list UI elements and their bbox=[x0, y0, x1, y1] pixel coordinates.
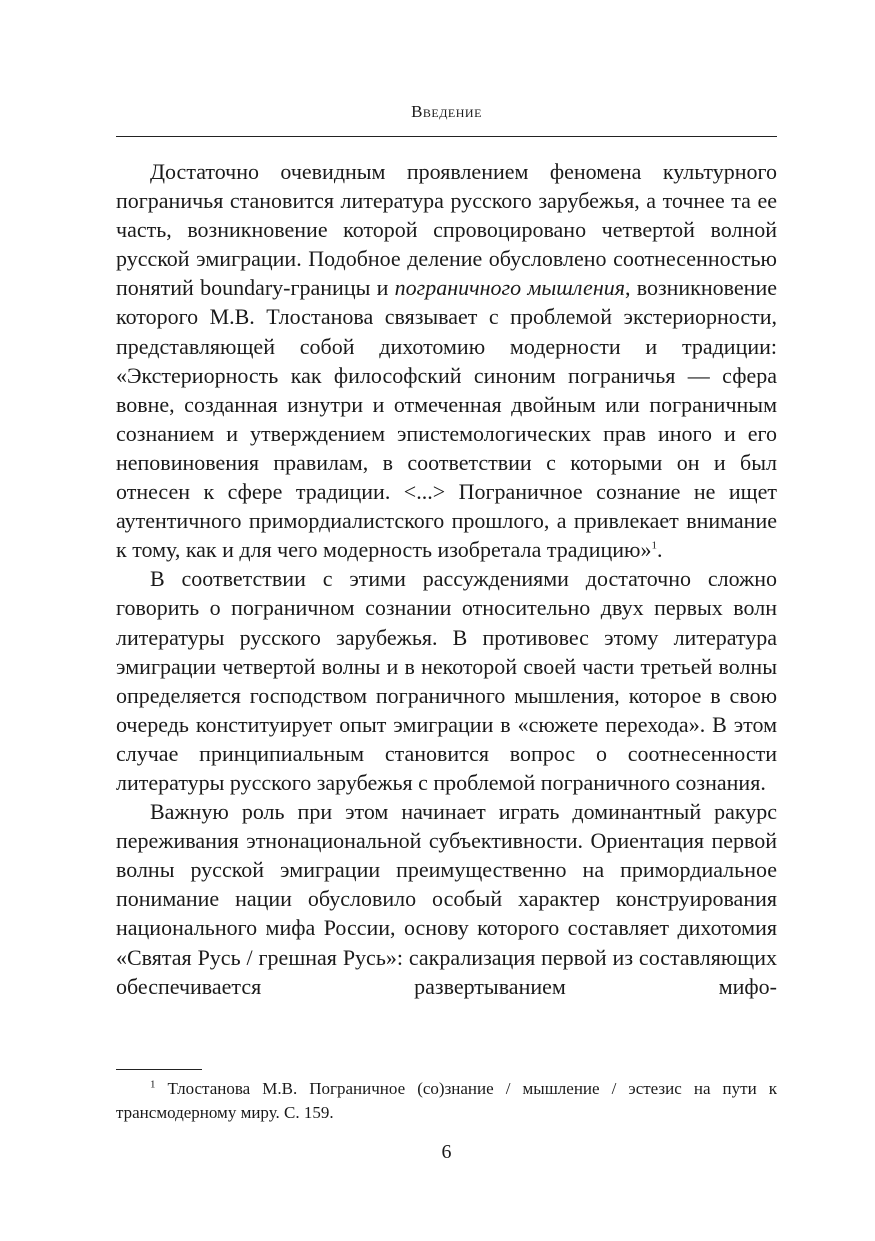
italic-term: пограничного мышления bbox=[394, 275, 625, 301]
paragraph-3: Важную роль при этом начинает играть доминантный ракурс переживания этнонациональной субъективности. Ориентация первой волны русской эмиграции преимущественно на примордиальное понимание нации обусловило особый характер конструирования национального мифа России, основу которого составляет дихотомия «Святая Русь / грешная Русь»: сакрализация первой из составляющих обеспечивается развертыванием мифо- bbox=[116, 799, 777, 999]
footnote-reference[interactable]: 1 bbox=[651, 539, 657, 552]
footnote-text: Тлостанова М.В. Пограничное (со)знание / мышление / эстезис на пути к трансмодерному миру. С. 159. bbox=[116, 1079, 777, 1122]
main-text bbox=[116, 157, 777, 1001]
footnote bbox=[116, 1077, 777, 1125]
running-header: Введение bbox=[411, 102, 482, 121]
footnote-number: 1 bbox=[150, 1078, 156, 1091]
header-divider bbox=[116, 136, 777, 137]
paragraph-1-text-a: Достаточно очевидным проявлением феномена культурного пограничья становится литература русского зарубежья, а точнее та ее часть, возникновение которой спровоцировано четвертой волной русской эмиграции. Подобное деление обусловлено соотнесенностью понятий boundary-границы и bbox=[116, 159, 777, 301]
footnote-divider bbox=[116, 1069, 202, 1070]
paragraph-1 bbox=[116, 157, 777, 564]
page-number: 6 bbox=[441, 1141, 452, 1163]
paragraph-2: В соответствии с этими рассуждениями достаточно сложно говорить о пограничном сознании относительно двух первых волн литературы русского зарубежья. В противовес этому литература эмиграции четвертой волны и в некоторой своей части третьей волны определяется господством пограничного мышления, которое в свою очередь конституирует опыт эмиграции в «сюжете перехода». В этом случае принципиальным становится вопрос о соотнесенности литературы русского зарубежья с проблемой пограничного сознания. bbox=[116, 566, 777, 795]
paragraph-1-text-c: . bbox=[656, 537, 663, 563]
paragraph-1-text-b: , возникновение которого М.В. Тлостанова связывает с проблемой экстериорности, представляющей собой дихотомию модерности и традиции: «Экстериорность как философский синоним пограничья — сфера вовне, созданная изнутри и отмеченная двойным или пограничным сознанием и утверждением эпистемологических прав иного и его неповиновения правилам, в соответствии с которыми он и был отнесен к сфере традиции. <...> Пограничное сознание не ищет аутентичного примордиалистского прошлого, а привлекает внимание к тому, как и для чего модерность изобретала традицию» bbox=[116, 275, 777, 563]
